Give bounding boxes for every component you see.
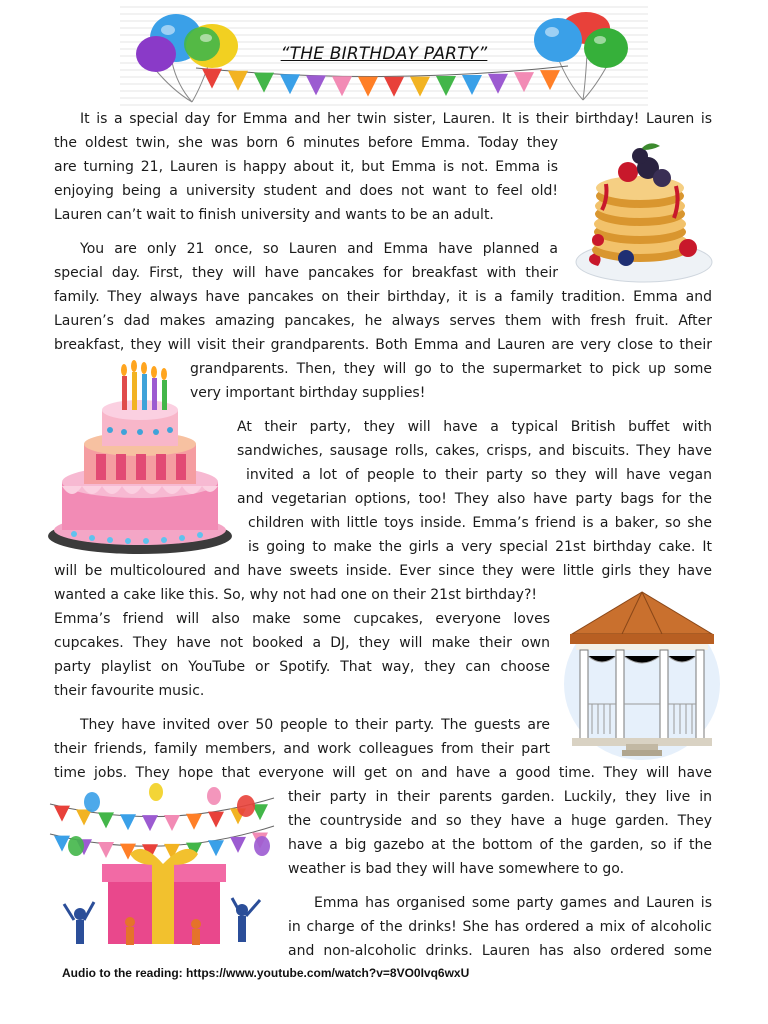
text-line: Lauren can’t wait to finish university and wants to be an adult.: [54, 207, 494, 223]
text-line: will be multicoloured and have sweets inside. Ever since they were little girls they have: [54, 563, 712, 579]
text-line: Emma has organised some party games and Lauren is: [314, 895, 712, 911]
bunting-flag: [332, 76, 352, 96]
bunting-illustration: [196, 62, 568, 112]
bunting-flag: [54, 806, 70, 822]
text-line: their friends, family members, and work colleagues from their part: [54, 741, 550, 757]
text-line: and vegetarian options, too! They also have party bags for the: [237, 491, 712, 507]
text-line: You are only 21 once, so Lauren and Emma have planned a: [80, 241, 558, 257]
text-line: sandwiches, sausage rolls, cakes, crisps, and biscuits. They have: [237, 443, 712, 459]
bunting-flag: [208, 840, 224, 856]
text-line: wanted a cake like this. So, why not had one on their 21st birthday?!: [54, 587, 537, 603]
text-line: are turning 21, Lauren is happy about it, but Emma is not. Emma is: [54, 159, 558, 175]
bunting-flag: [186, 814, 202, 830]
bunting-flag: [436, 76, 456, 96]
text-line: in charge of the drinks! She has ordered a mix of alcoholic: [288, 919, 712, 935]
bunting-flag: [202, 69, 222, 89]
text-line: time jobs. They hope that everyone will get on and have a good time. They will have: [54, 765, 712, 781]
text-line: and non-alcoholic drinks. Lauren has also ordered some: [288, 943, 712, 959]
text-line: At their party, they will have a typical British buffet with: [237, 419, 712, 435]
bunting-flag: [98, 812, 114, 828]
bunting-flag: [142, 815, 158, 831]
bunting-flag: [540, 70, 560, 90]
text-line: have a big gazebo at the bottom of the garden, so if the: [288, 837, 712, 853]
text-line: the countryside and so they have a huge garden. They: [288, 813, 712, 829]
text-line: weather is bad they will have somewhere to go.: [288, 861, 625, 877]
text-line: invited a lot of people to their party so they will have vegan: [246, 467, 712, 483]
text-line: breakfast, they will visit their grandparents. Both Emma and Lauren are very close to their: [54, 337, 712, 353]
bunting-flag: [54, 836, 70, 852]
text-line: party playlist on YouTube or Spotify. That way, they can choose: [54, 659, 550, 675]
bunting-flag: [254, 73, 274, 93]
bunting-flag: [228, 71, 248, 91]
bunting-flag: [164, 815, 180, 831]
bunting-flag: [208, 812, 224, 828]
bunting-flag: [410, 77, 430, 97]
party-gift-illustration: [46, 784, 278, 954]
text-line: Lauren’s dad makes amazing pancakes, he always serves them with fresh fruit. After: [54, 313, 712, 329]
text-line: enjoying being a university student and does not want to feel old!: [54, 183, 558, 199]
text-line: special day. First, they will have pancakes for breakfast with their: [54, 265, 558, 281]
page-title: “THE BIRTHDAY PARTY”: [280, 44, 488, 64]
text-line: their party in their parents garden. Luckily, they live in: [288, 789, 712, 805]
pancakes-illustration: [568, 138, 718, 288]
bunting-flag: [230, 837, 246, 853]
text-line: They have invited over 50 people to their party. The guests are: [80, 717, 550, 733]
gazebo-illustration: [562, 584, 722, 762]
text-line: very important birthday supplies!: [190, 385, 426, 401]
bunting-flag: [514, 72, 534, 92]
text-line: grandparents. Then, they will go to the supermarket to pick up some: [190, 361, 712, 377]
bunting-flag: [384, 77, 404, 97]
text-line: cupcakes. They have not booked a DJ, they will make their own: [54, 635, 550, 651]
bunting-flag: [488, 74, 508, 94]
text-line: family. They always have pancakes on their birthday, it is a family tradition. Emma and: [54, 289, 712, 305]
text-line: is going to make the girls a very special 21st birthday cake. It: [248, 539, 712, 555]
bunting-flag: [120, 814, 136, 830]
audio-link-footer[interactable]: Audio to the reading: https://www.youtube.com/watch?v=8VO0Ivq6wxU: [62, 966, 470, 980]
text-line: their favourite music.: [54, 683, 205, 699]
text-line: Emma’s friend will also make some cupcakes, everyone loves: [54, 611, 550, 627]
bunting-flag: [358, 77, 378, 97]
bunting-flag: [76, 810, 92, 826]
bunting-flag: [98, 842, 114, 858]
bunting-flag: [280, 74, 300, 94]
bunting-flag: [462, 75, 482, 95]
text-line: the oldest twin, she was born 6 minutes before Emma. Today they: [54, 135, 558, 151]
bunting-flag: [306, 75, 326, 95]
text-line: It is a special day for Emma and her twin sister, Lauren. It is their birthday! Lauren is: [80, 111, 712, 127]
text-line: children with little toys inside. Emma’s friend is a baker, so she: [248, 515, 712, 531]
